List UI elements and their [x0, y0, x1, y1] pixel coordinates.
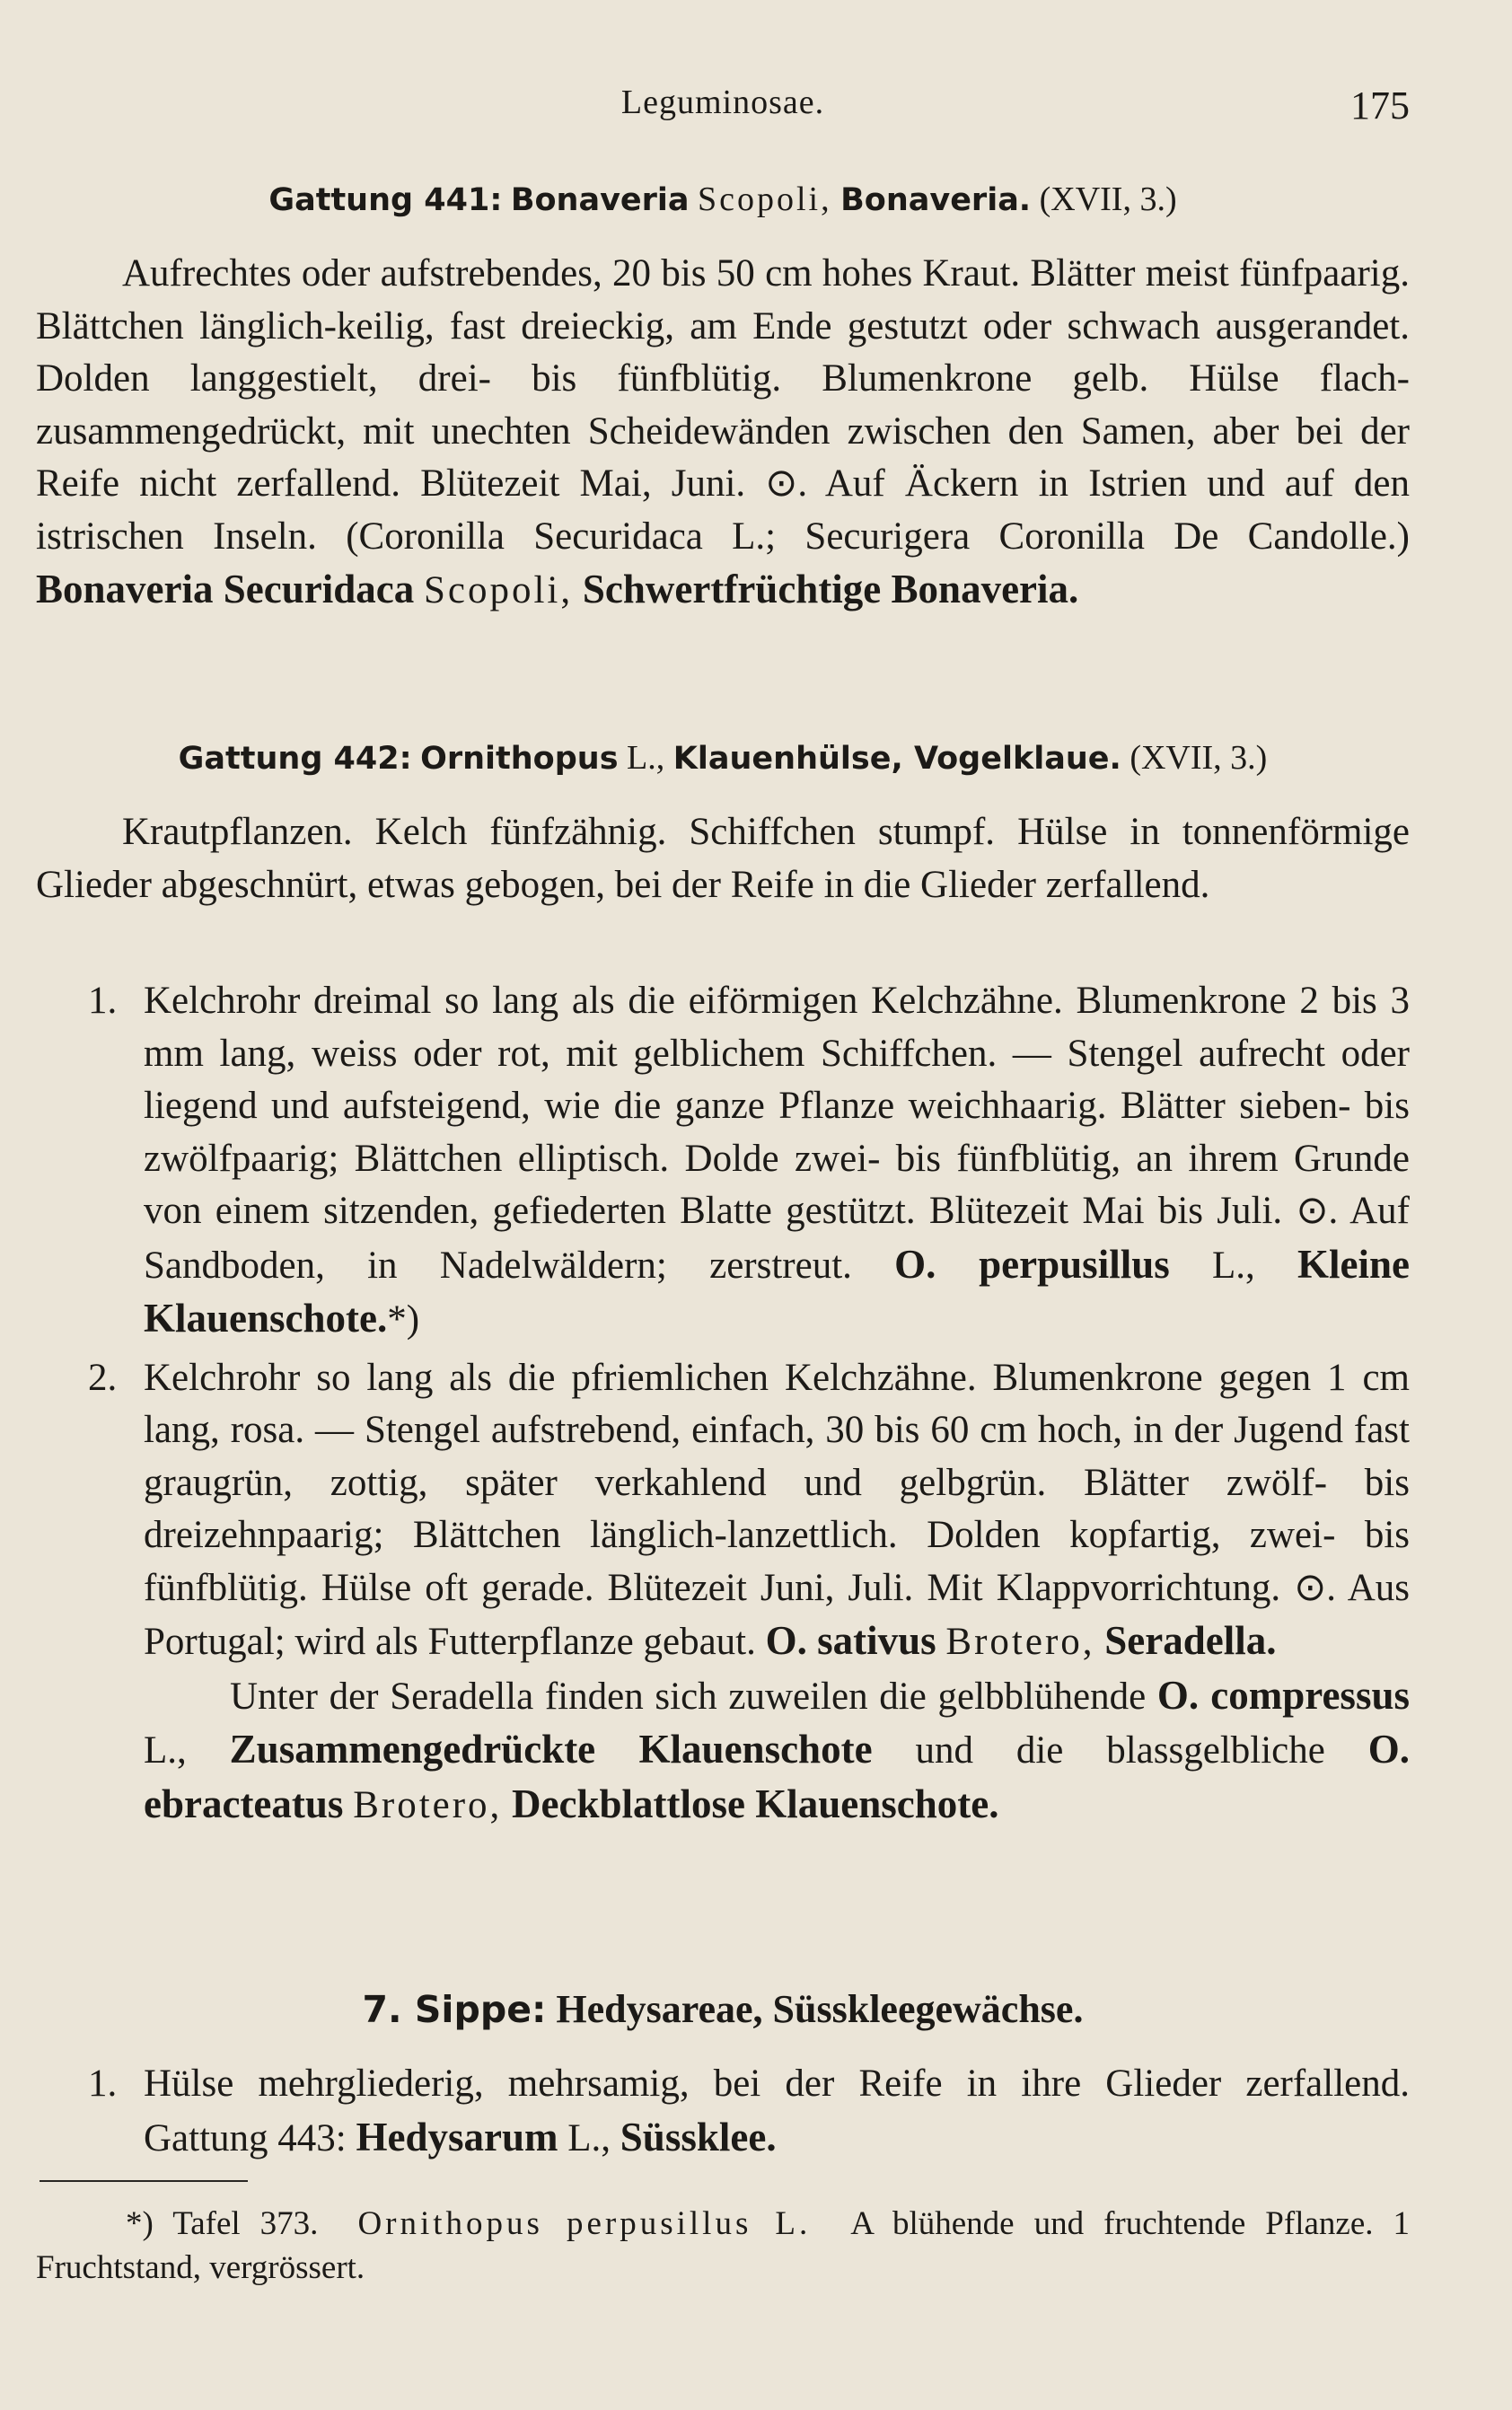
- species-key-442: [36, 975, 1410, 1832]
- key-item-text: Kelchrohr dreimal so lang als die eiförmigen Kelchzähne. Blumenkrone 2 bis 3 mm lang, weiss oder rot, mit gelblichem Schiffchen. — Stengel aufrecht oder liegend und aufsteigend, wie die ganze Pflanze weichhaarig. Blätter sieben- bis zwölfpaarig; Blättchen elliptisch. Dolde zwei- bis fünfblütig, an ihrem Grunde von einem sitzenden, gefiederten Blatte gestützt. Blütezeit Mai bis Juli. ⊙. Auf Sandboden, in Nadelwäldern; zerstreut.: [144, 980, 1410, 1287]
- species-common-name: Deckblattlose Klauenschote.: [512, 1781, 999, 1826]
- species-author: L.,: [1212, 1244, 1255, 1287]
- species-common-name: Kleine Klauenschote.: [144, 1241, 1411, 1341]
- tribe-heading: [36, 1986, 1410, 2032]
- species-name: O. compressus: [1156, 1672, 1410, 1718]
- note-text: und die blassgelbliche: [915, 1729, 1325, 1772]
- note-text: Unter der Seradella finden sich zuweilen die gelbblühende: [230, 1675, 1147, 1718]
- footnote-marker: *): [387, 1298, 420, 1341]
- footnote-marker: *): [126, 2205, 154, 2242]
- genus-prefix: Gattung 442:: [178, 741, 412, 777]
- species-common-name: Schwertfrüchtige Bonaveria.: [582, 567, 1079, 611]
- key-item-text: Kelchrohr so lang als die pfriemlichen Kelchzähne. Blumenkrone gegen 1 cm lang, rosa. — Stengel aufstrebend, einfach, 30 bis 60 cm hoch, in der Jugend fast graugrün, zottig, später verkahlend und gelbgrün. Blätter zwölf- bis dreizehnpaarig; Blättchen länglich-lanzettlich. Dolden kopfartig, zwei- bis fünfblütig. Hülse oft gerade. Blütezeit Juni, Juli. Mit Klappvorrichtung. ⊙. Aus Portugal; wird als Futterpflanze gebaut.: [144, 1356, 1410, 1663]
- species-name: O. sativus: [765, 1618, 936, 1663]
- genus-common-name: Bonaveria.: [840, 182, 1032, 218]
- additional-species-note: [36, 1669, 1410, 1833]
- genus-heading-441: [36, 180, 1410, 219]
- genus-common-name: Klauenhülse, Vogelklaue.: [672, 741, 1121, 777]
- key-item: [36, 975, 1410, 1347]
- genus-author: L.,: [627, 739, 665, 777]
- genus-heading-442: [36, 738, 1410, 778]
- plate-reference: (XVII, 3.): [1039, 180, 1177, 218]
- footnote-rule: [40, 2180, 248, 2182]
- genus-description-441: [36, 248, 1410, 618]
- species-author: Brotero,: [945, 1621, 1095, 1663]
- genus-reference: Gattung 443:: [144, 2116, 347, 2159]
- genus-common-name: Süssklee.: [620, 2114, 777, 2159]
- genus-name: Ornithopus: [420, 741, 619, 777]
- key-item-number: 1.: [88, 980, 118, 1022]
- description-text: Aufrechtes oder aufstrebendes, 20 bis 50 cm hohes Kraut. Blätter meist fünfpaarig. Blättchen länglich-keilig, fast dreieckig, am Ende gestutzt oder schwach ausgerandet. Dolden langgestielt, drei- bis fünfblütig. Blumenkrone gelb. Hülse flach-zusammengedrückt, mit unechten Scheidewänden zwischen den Samen, aber bei der Reife nicht zerfallend. Blütezeit Mai, Juni. ⊙. Auf Äckern in Istrien und auf den istrischen Inseln. (Coronilla Securidaca L.; Securigera Coronilla De Candolle.): [36, 252, 1410, 558]
- genus-name: Hedysarum: [356, 2114, 558, 2159]
- key-item-number: 1.: [88, 2063, 118, 2105]
- species-common-name: Zusammengedrückte Klauenschote: [229, 1727, 873, 1772]
- key-item: [36, 1352, 1410, 1669]
- key-item-text: Hülse mehrgliederig, mehrsamig, bei der Reife in ihre Glieder zerfallend.: [144, 2063, 1410, 2105]
- species-name: Bonaveria Securidaca: [36, 567, 415, 611]
- page-number: 175: [1350, 84, 1410, 128]
- genus-name: Bonaveria: [510, 182, 690, 218]
- key-item: [36, 2058, 1410, 2165]
- species-name: O. perpusillus: [894, 1241, 1170, 1287]
- running-head: [36, 83, 1410, 136]
- key-item-number: 2.: [88, 1356, 118, 1399]
- species-author: Brotero,: [353, 1783, 503, 1826]
- footnote-plate: Tafel 373.: [172, 2205, 319, 2242]
- running-title: Leguminosae.: [620, 84, 825, 121]
- description-text: Krautpflanzen. Kelch fünfzähnig. Schiffchen stumpf. Hülse in tonnenförmige Glieder abgeschnürt, etwas gebogen, bei der Reife in die Glieder zerfallend.: [36, 811, 1410, 906]
- footnote-species: Ornithopus perpusillus L.: [357, 2205, 812, 2242]
- species-name: O. ebracteatus: [144, 1727, 1410, 1826]
- footnote-text: A blühende und fruchtende Pflanze. 1 Fruchtstand, vergrössert.: [36, 2205, 1411, 2286]
- genus-prefix: Gattung 441:: [268, 182, 503, 218]
- species-author: Scopoli,: [423, 569, 574, 611]
- genus-author: Scopoli,: [698, 180, 832, 218]
- tribe-key: [36, 2058, 1410, 2165]
- footnote: [36, 2202, 1410, 2290]
- tribe-prefix: 7. Sippe:: [362, 1988, 547, 2031]
- genus-description-442: [36, 806, 1410, 911]
- species-common-name: Seradella.: [1104, 1618, 1277, 1663]
- tribe-name: Hedysareae, Süsskleegewächse.: [556, 1987, 1084, 2031]
- plate-reference: (XVII, 3.): [1130, 739, 1268, 777]
- genus-author: L.,: [567, 2116, 611, 2159]
- species-author: L.,: [144, 1729, 187, 1772]
